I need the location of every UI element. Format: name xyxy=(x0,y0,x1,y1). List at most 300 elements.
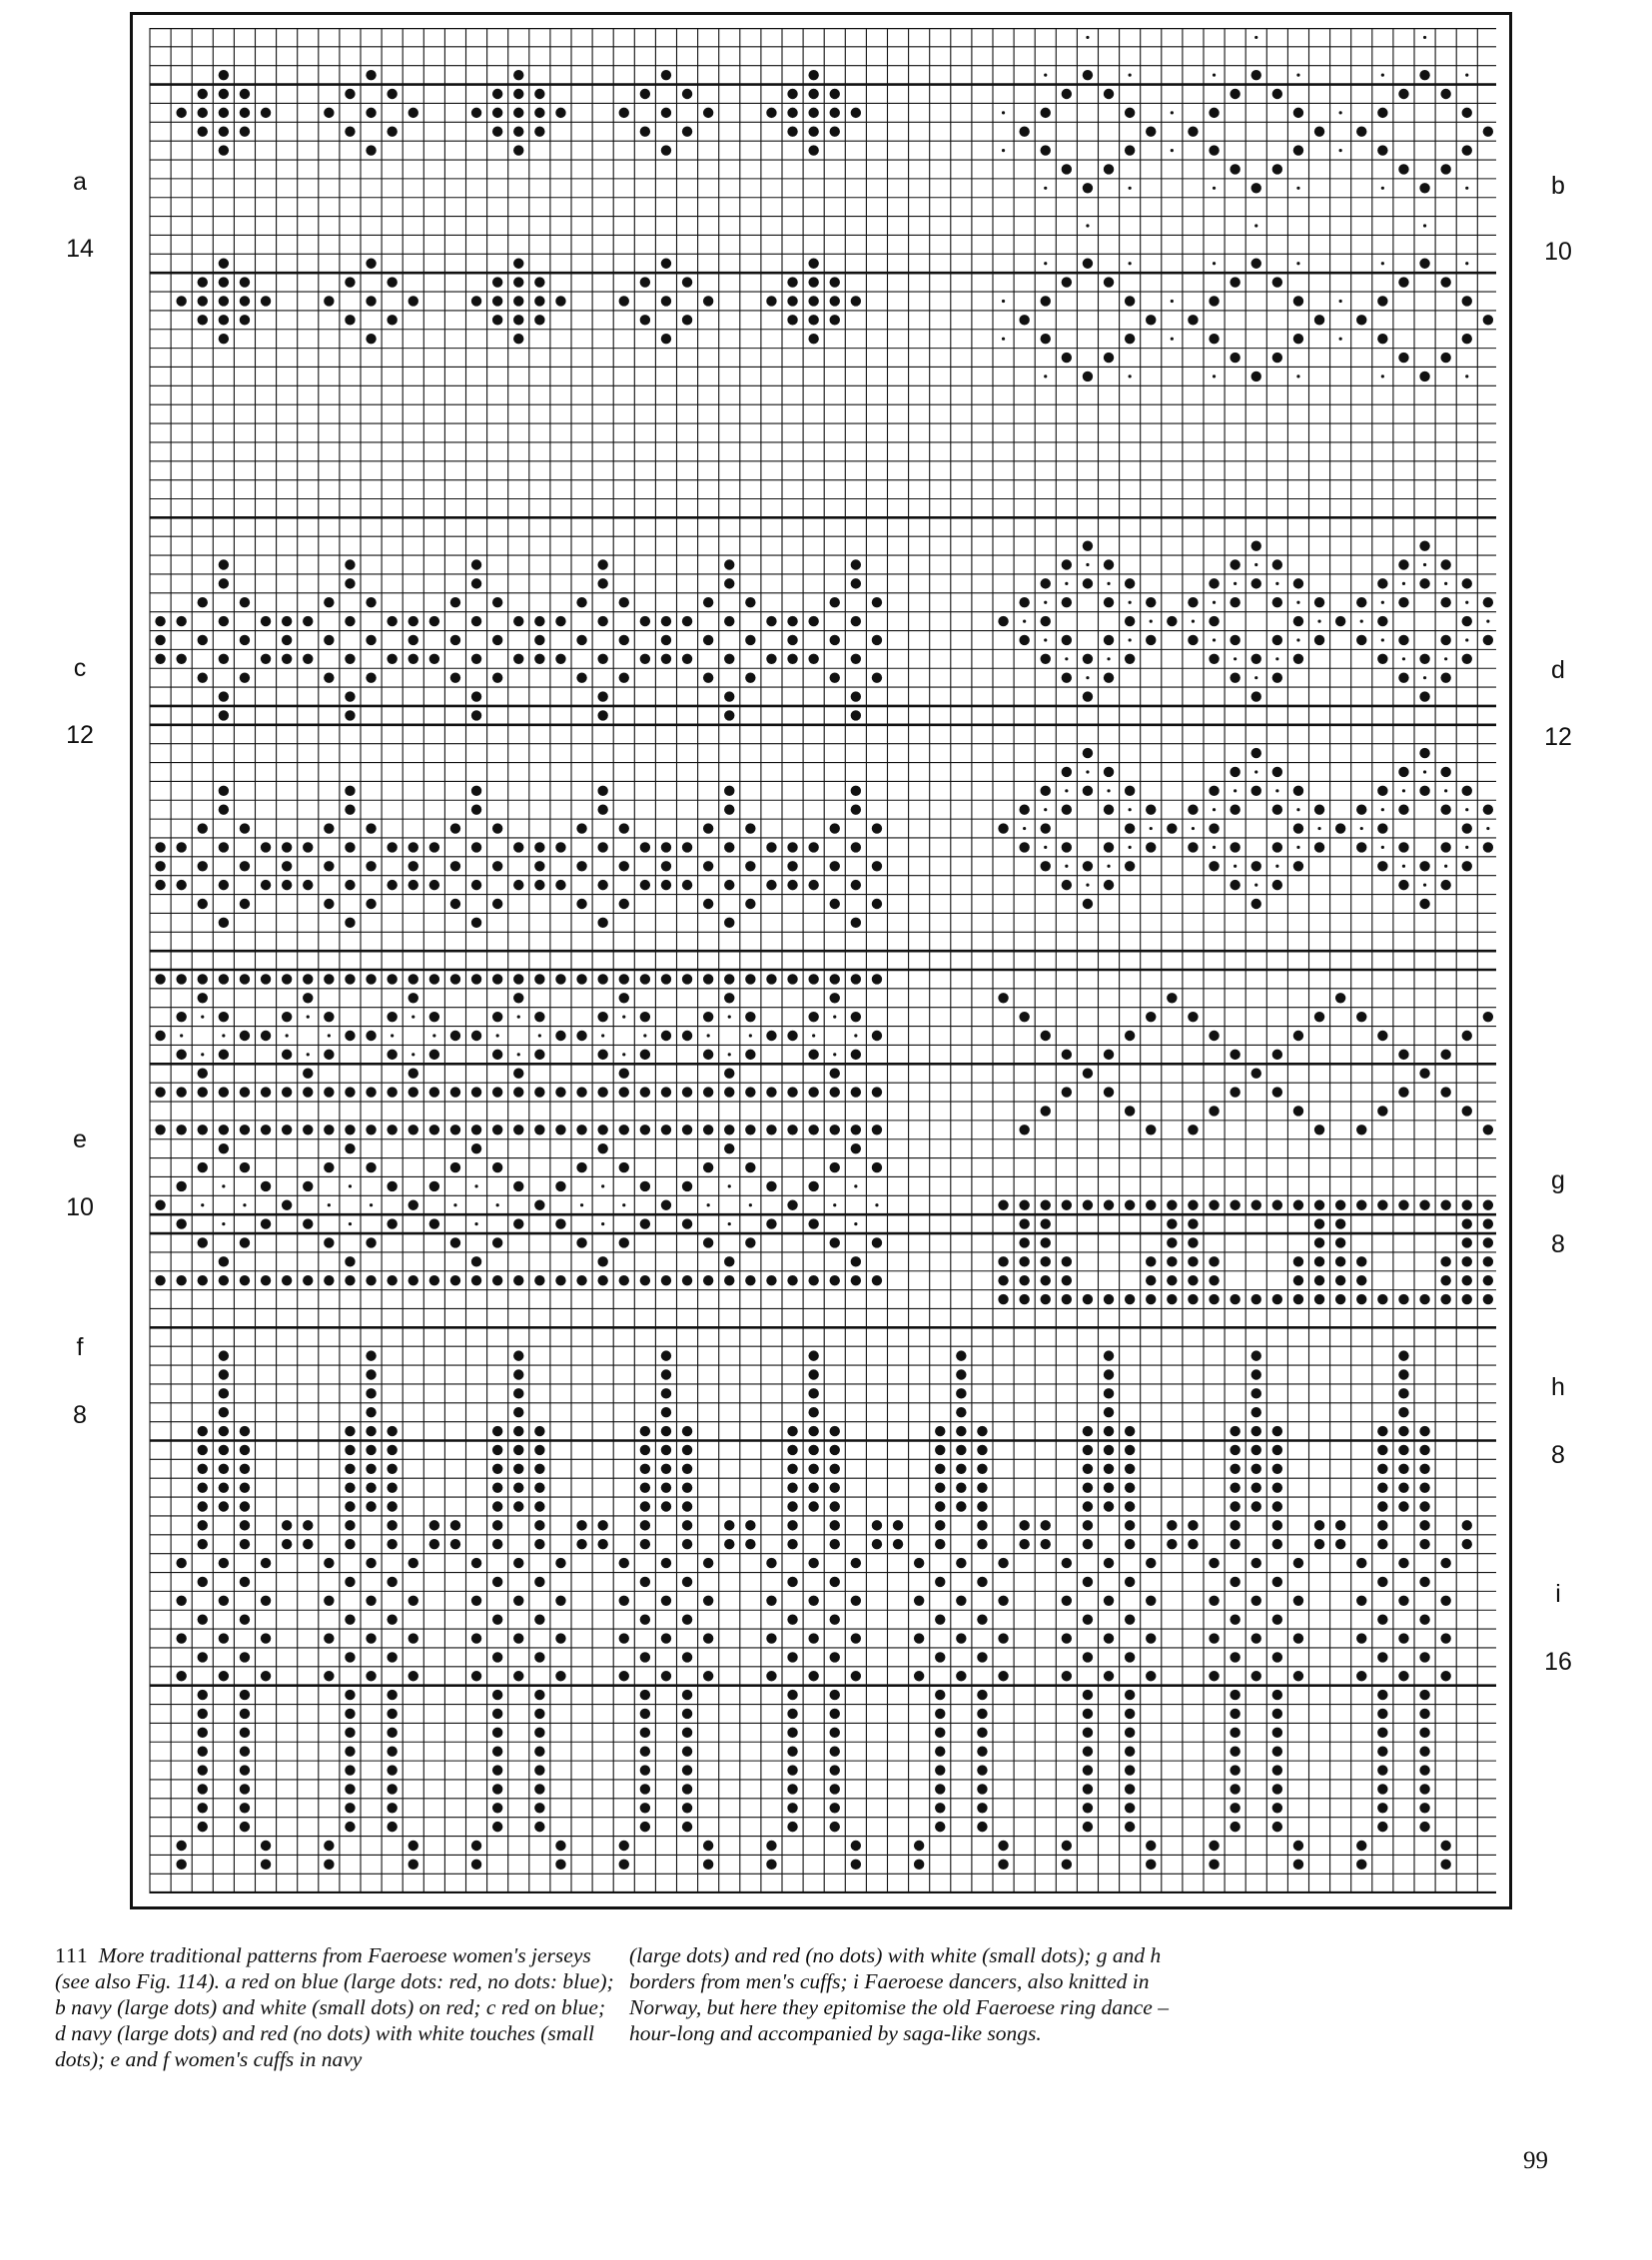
large-dot xyxy=(682,1125,692,1134)
large-dot xyxy=(1377,1031,1387,1041)
large-dot xyxy=(219,334,229,344)
large-dot xyxy=(345,1482,355,1492)
large-dot xyxy=(324,672,334,682)
large-dot xyxy=(513,1671,523,1681)
large-dot xyxy=(1146,1558,1156,1568)
large-dot xyxy=(1041,861,1051,871)
large-dot xyxy=(324,1237,334,1247)
large-dot xyxy=(1272,1087,1282,1097)
large-dot xyxy=(534,127,544,137)
large-dot xyxy=(1104,559,1114,569)
large-dot xyxy=(303,1539,313,1549)
large-dot xyxy=(1272,1464,1282,1474)
large-dot xyxy=(1377,1577,1387,1587)
large-dot xyxy=(1104,1087,1114,1097)
large-dot xyxy=(977,1464,987,1474)
large-dot xyxy=(492,974,502,984)
large-dot xyxy=(176,654,186,664)
large-dot xyxy=(1083,1501,1093,1511)
large-dot xyxy=(219,1482,229,1492)
large-dot xyxy=(1167,616,1177,626)
large-dot xyxy=(1125,616,1135,626)
large-dot xyxy=(1356,1256,1366,1266)
large-dot xyxy=(1356,804,1366,814)
large-dot xyxy=(619,1860,629,1870)
large-dot xyxy=(240,597,250,607)
large-dot xyxy=(808,334,818,344)
large-dot xyxy=(366,597,376,607)
small-dot xyxy=(1213,601,1216,604)
large-dot xyxy=(872,861,882,871)
large-dot xyxy=(1377,1614,1387,1624)
large-dot xyxy=(640,654,650,664)
large-dot xyxy=(956,1445,966,1455)
large-dot xyxy=(787,1200,797,1210)
small-dot xyxy=(622,1203,625,1206)
large-dot xyxy=(1251,1464,1261,1474)
small-dot xyxy=(1465,187,1468,190)
large-dot xyxy=(366,1388,376,1398)
large-dot xyxy=(1167,1275,1177,1285)
small-dot xyxy=(517,1053,520,1056)
large-dot xyxy=(619,1633,629,1643)
large-dot xyxy=(1125,296,1135,306)
large-dot xyxy=(1062,89,1072,99)
small-dot xyxy=(1107,865,1110,868)
small-dot xyxy=(474,1222,477,1225)
large-dot xyxy=(787,974,797,984)
large-dot xyxy=(1335,1539,1345,1549)
large-dot xyxy=(1146,315,1156,325)
small-dot xyxy=(1360,619,1363,622)
large-dot xyxy=(471,1671,481,1681)
large-dot xyxy=(387,1614,397,1624)
large-dot xyxy=(1188,1237,1198,1247)
large-dot xyxy=(872,1031,882,1041)
large-dot xyxy=(808,1464,818,1474)
large-dot xyxy=(745,1125,755,1134)
large-dot xyxy=(576,823,586,833)
large-dot xyxy=(1104,1200,1114,1210)
large-dot xyxy=(682,1426,692,1436)
large-dot xyxy=(808,1388,818,1398)
large-dot xyxy=(703,861,713,871)
large-dot xyxy=(1419,540,1429,550)
large-dot xyxy=(534,277,544,287)
large-dot xyxy=(513,277,523,287)
large-dot xyxy=(155,842,165,852)
large-dot xyxy=(935,1539,945,1549)
small-dot xyxy=(1381,638,1384,641)
large-dot xyxy=(1398,1596,1408,1606)
large-dot xyxy=(977,1690,987,1700)
large-dot xyxy=(240,1765,250,1775)
large-dot xyxy=(324,823,334,833)
large-dot xyxy=(282,1125,292,1134)
large-dot xyxy=(387,616,397,626)
large-dot xyxy=(387,277,397,287)
large-dot xyxy=(1440,164,1450,174)
large-dot xyxy=(998,1558,1008,1568)
large-dot xyxy=(597,880,607,890)
large-dot xyxy=(724,993,734,1003)
large-dot xyxy=(1104,1671,1114,1681)
large-dot xyxy=(1083,259,1093,269)
large-dot xyxy=(1377,1294,1387,1304)
large-dot xyxy=(1419,1426,1429,1436)
large-dot xyxy=(1083,1690,1093,1700)
large-dot xyxy=(240,1087,250,1097)
large-dot xyxy=(534,1445,544,1455)
large-dot xyxy=(1083,372,1093,381)
label-b-count: 10 xyxy=(1544,238,1572,266)
large-dot xyxy=(872,1087,882,1097)
large-dot xyxy=(429,1218,439,1228)
large-dot xyxy=(240,1426,250,1436)
large-dot xyxy=(830,1709,840,1719)
large-dot xyxy=(492,1784,502,1794)
large-dot xyxy=(1314,127,1324,137)
large-dot xyxy=(324,1275,334,1285)
large-dot xyxy=(176,1087,186,1097)
large-dot xyxy=(977,1577,987,1587)
large-dot xyxy=(830,1069,840,1079)
large-dot xyxy=(345,1614,355,1624)
small-dot xyxy=(1192,619,1195,622)
large-dot xyxy=(1483,1125,1493,1134)
large-dot xyxy=(471,654,481,664)
large-dot xyxy=(682,277,692,287)
large-dot xyxy=(555,296,565,306)
large-dot xyxy=(198,315,208,325)
large-dot xyxy=(492,1445,502,1455)
large-dot xyxy=(1440,842,1450,852)
small-dot xyxy=(1254,224,1257,227)
large-dot xyxy=(1293,654,1303,664)
large-dot xyxy=(1483,1294,1493,1304)
large-dot xyxy=(1272,1577,1282,1587)
large-dot xyxy=(851,691,861,701)
large-dot xyxy=(513,1464,523,1474)
large-dot xyxy=(1146,1294,1156,1304)
large-dot xyxy=(1019,1237,1029,1247)
large-dot xyxy=(219,578,229,588)
small-dot xyxy=(1402,865,1405,868)
large-dot xyxy=(1104,672,1114,682)
large-dot xyxy=(787,1464,797,1474)
large-dot xyxy=(1230,842,1239,852)
large-dot xyxy=(492,823,502,833)
large-dot xyxy=(1251,654,1261,664)
large-dot xyxy=(240,315,250,325)
large-dot xyxy=(387,1690,397,1700)
large-dot xyxy=(1062,1860,1072,1870)
large-dot xyxy=(492,861,502,871)
large-dot xyxy=(640,277,650,287)
large-dot xyxy=(703,597,713,607)
large-dot xyxy=(1356,1841,1366,1851)
large-dot xyxy=(1019,1218,1029,1228)
large-dot xyxy=(471,974,481,984)
large-dot xyxy=(1083,1464,1093,1474)
large-dot xyxy=(345,89,355,99)
large-dot xyxy=(830,315,840,325)
large-dot xyxy=(1272,1482,1282,1492)
large-dot xyxy=(387,654,397,664)
large-dot xyxy=(851,108,861,118)
large-dot xyxy=(1251,1482,1261,1492)
large-dot xyxy=(808,145,818,155)
small-dot xyxy=(412,1016,414,1019)
small-dot xyxy=(1275,789,1278,792)
large-dot xyxy=(640,1445,650,1455)
large-dot xyxy=(387,1652,397,1662)
large-dot xyxy=(1062,842,1072,852)
large-dot xyxy=(1083,1069,1093,1079)
large-dot xyxy=(240,1822,250,1832)
large-dot xyxy=(935,1690,945,1700)
large-dot xyxy=(1083,691,1093,701)
large-dot xyxy=(597,1087,607,1097)
large-dot xyxy=(303,842,313,852)
large-dot xyxy=(387,1087,397,1097)
large-dot xyxy=(1125,1614,1135,1624)
large-dot xyxy=(808,1181,818,1191)
large-dot xyxy=(682,1652,692,1662)
large-dot xyxy=(703,1841,713,1851)
large-dot xyxy=(1314,1218,1324,1228)
large-dot xyxy=(1167,823,1177,833)
large-dot xyxy=(534,1482,544,1492)
large-dot xyxy=(345,880,355,890)
large-dot xyxy=(597,654,607,664)
large-dot xyxy=(1188,1012,1198,1022)
large-dot xyxy=(1419,1614,1429,1624)
large-dot xyxy=(366,635,376,645)
large-dot xyxy=(766,616,776,626)
large-dot xyxy=(682,1087,692,1097)
large-dot xyxy=(1230,1520,1239,1530)
large-dot xyxy=(977,1728,987,1738)
small-dot xyxy=(1296,375,1299,377)
large-dot xyxy=(176,1558,186,1568)
large-dot xyxy=(534,1087,544,1097)
large-dot xyxy=(409,1671,418,1681)
large-dot xyxy=(198,1539,208,1549)
large-dot xyxy=(661,1558,671,1568)
large-dot xyxy=(1440,1596,1450,1606)
large-dot xyxy=(429,880,439,890)
large-dot xyxy=(1440,1050,1450,1060)
large-dot xyxy=(1462,578,1472,588)
small-dot xyxy=(1423,563,1426,566)
large-dot xyxy=(1293,1633,1303,1643)
large-dot xyxy=(1335,1294,1345,1304)
large-dot xyxy=(366,334,376,344)
small-dot xyxy=(1444,657,1447,660)
large-dot xyxy=(830,1803,840,1813)
large-dot xyxy=(1104,1407,1114,1417)
large-dot xyxy=(956,1407,966,1417)
large-dot xyxy=(324,1162,334,1172)
small-dot xyxy=(1402,789,1405,792)
large-dot xyxy=(534,1690,544,1700)
large-dot xyxy=(787,1652,797,1662)
large-dot xyxy=(1041,1200,1051,1210)
large-dot xyxy=(513,880,523,890)
large-dot xyxy=(808,1445,818,1455)
large-dot xyxy=(576,1237,586,1247)
large-dot xyxy=(198,1237,208,1247)
small-dot xyxy=(201,1203,204,1206)
large-dot xyxy=(1272,1822,1282,1832)
small-dot xyxy=(328,1203,331,1206)
large-dot xyxy=(219,1256,229,1266)
large-dot xyxy=(240,974,250,984)
large-dot xyxy=(787,635,797,645)
large-dot xyxy=(830,108,840,118)
large-dot xyxy=(1377,1200,1387,1210)
large-dot xyxy=(872,672,882,682)
small-dot xyxy=(1296,262,1299,265)
large-dot xyxy=(534,635,544,645)
large-dot xyxy=(808,842,818,852)
large-dot xyxy=(1483,1256,1493,1266)
large-dot xyxy=(429,654,439,664)
large-dot xyxy=(555,1181,565,1191)
large-dot xyxy=(1440,1671,1450,1681)
large-dot xyxy=(387,1822,397,1832)
large-dot xyxy=(1293,823,1303,833)
large-dot xyxy=(534,1652,544,1662)
large-dot xyxy=(597,710,607,720)
label-h-count: 8 xyxy=(1551,1441,1565,1469)
small-dot xyxy=(1150,827,1153,830)
large-dot xyxy=(1125,108,1135,118)
large-dot xyxy=(366,1633,376,1643)
large-dot xyxy=(366,1087,376,1097)
large-dot xyxy=(1398,597,1408,607)
small-dot xyxy=(1381,375,1384,377)
large-dot xyxy=(1041,108,1051,118)
large-dot xyxy=(787,89,797,99)
large-dot xyxy=(830,1690,840,1700)
large-dot xyxy=(977,1539,987,1549)
large-dot xyxy=(1083,1765,1093,1775)
large-dot xyxy=(1230,559,1239,569)
large-dot xyxy=(745,1520,755,1530)
large-dot xyxy=(1041,616,1051,626)
large-dot xyxy=(1104,1482,1114,1492)
large-dot xyxy=(808,1596,818,1606)
large-dot xyxy=(471,1031,481,1041)
large-dot xyxy=(1462,1539,1472,1549)
small-dot xyxy=(1107,657,1110,660)
large-dot xyxy=(935,1803,945,1813)
small-dot xyxy=(1150,619,1153,622)
large-dot xyxy=(597,1520,607,1530)
large-dot xyxy=(1293,578,1303,588)
large-dot xyxy=(534,296,544,306)
large-dot xyxy=(1209,1841,1219,1851)
large-dot xyxy=(808,1125,818,1134)
large-dot xyxy=(198,1803,208,1813)
large-dot xyxy=(471,616,481,626)
large-dot xyxy=(1104,277,1114,287)
small-dot xyxy=(1381,601,1384,604)
large-dot xyxy=(998,1633,1008,1643)
large-dot xyxy=(513,616,523,626)
large-dot xyxy=(724,710,734,720)
large-dot xyxy=(872,1539,882,1549)
large-dot xyxy=(1019,1256,1029,1266)
large-dot xyxy=(176,1633,186,1643)
large-dot xyxy=(830,1577,840,1587)
large-dot xyxy=(198,1784,208,1794)
large-dot xyxy=(1356,635,1366,645)
large-dot xyxy=(219,1426,229,1436)
small-dot xyxy=(1107,582,1110,585)
large-dot xyxy=(724,804,734,814)
large-dot xyxy=(661,296,671,306)
large-dot xyxy=(1462,1275,1472,1285)
large-dot xyxy=(597,1143,607,1153)
large-dot xyxy=(261,616,271,626)
large-dot xyxy=(219,786,229,796)
large-dot xyxy=(387,1501,397,1511)
large-dot xyxy=(661,1275,671,1285)
large-dot xyxy=(1146,1012,1156,1022)
large-dot xyxy=(1272,89,1282,99)
large-dot xyxy=(555,1671,565,1681)
small-dot xyxy=(728,1053,731,1056)
large-dot xyxy=(1419,1445,1429,1455)
large-dot xyxy=(830,1652,840,1662)
large-dot xyxy=(808,1482,818,1492)
large-dot xyxy=(998,823,1008,833)
small-dot xyxy=(1254,884,1257,887)
large-dot xyxy=(261,842,271,852)
large-dot xyxy=(492,1577,502,1587)
large-dot xyxy=(534,315,544,325)
large-dot xyxy=(366,1125,376,1134)
large-dot xyxy=(640,1275,650,1285)
large-dot xyxy=(1062,1596,1072,1606)
label-e-count: 10 xyxy=(66,1193,94,1221)
large-dot xyxy=(176,1860,186,1870)
large-dot xyxy=(682,315,692,325)
large-dot xyxy=(1398,1501,1408,1511)
large-dot xyxy=(787,842,797,852)
large-dot xyxy=(155,635,165,645)
large-dot xyxy=(1462,861,1472,871)
large-dot xyxy=(176,108,186,118)
large-dot xyxy=(1314,1012,1324,1022)
large-dot xyxy=(1083,786,1093,796)
small-dot xyxy=(1044,262,1047,265)
large-dot xyxy=(998,1294,1008,1304)
large-dot xyxy=(345,1275,355,1285)
small-dot xyxy=(643,1034,646,1037)
large-dot xyxy=(1419,372,1429,381)
large-dot xyxy=(576,597,586,607)
large-dot xyxy=(1125,654,1135,664)
large-dot xyxy=(1440,804,1450,814)
large-dot xyxy=(1398,89,1408,99)
large-dot xyxy=(261,1031,271,1041)
large-dot xyxy=(956,1671,966,1681)
large-dot xyxy=(429,1012,439,1022)
